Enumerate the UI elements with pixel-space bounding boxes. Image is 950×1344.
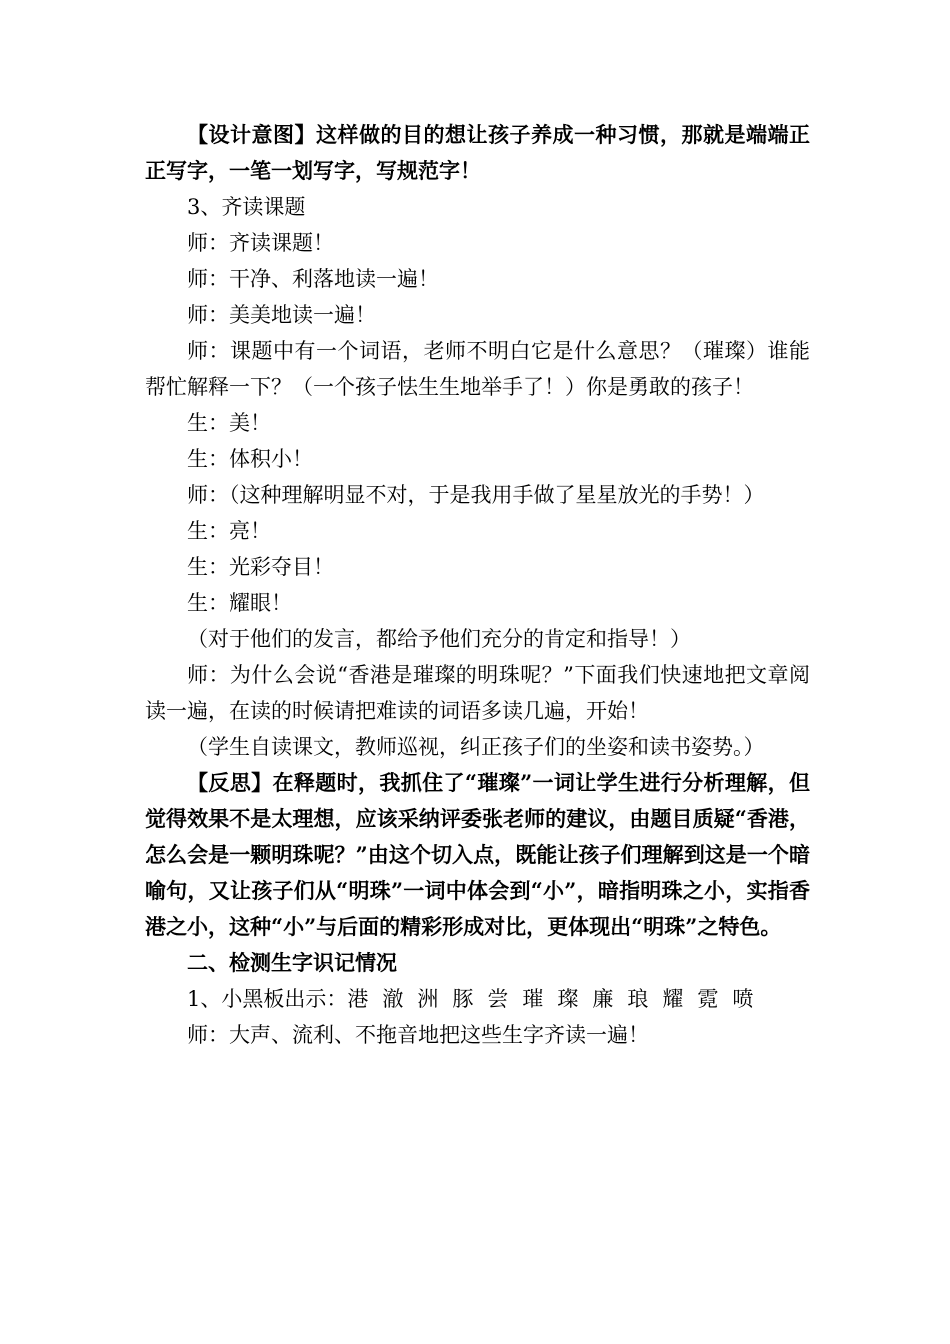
character: 喷: [732, 987, 754, 1011]
blackboard-label: 1、小黑板出示：: [187, 987, 348, 1011]
reflection-paragraph: [145, 765, 810, 945]
character-list: [347, 987, 767, 1011]
reflection-text: 在释题时，我抓住了“璀璨”一词让学生进行分析理解，但觉得效果不是太理想，应该采纳评委张老师的建议，由题目质疑“香港，怎么会是一颗明珠呢？”由这个切入点，既能让孩子们理解到这是一个暗喻句，又让孩子们从“明珠”一词中体会到“小”，暗指明珠之小，实指香港之小，这种“小”与后面的精彩形成对比，更体现出“明珠”之特色。: [145, 770, 811, 939]
note-line: （对于他们的发言，都给予他们充分的肯定和指导！）: [187, 627, 691, 651]
character: 霓: [697, 987, 719, 1011]
design-intent-label: 【设计意图】: [187, 122, 316, 147]
step-3-heading: 3、齐读课题: [187, 195, 306, 219]
dialogue-line: 师：为什么会说“香港是璀璨的明珠呢？”下面我们快速地把文章阅读一遍，在读的时候请把难读的词语多读几遍，开始！: [145, 663, 810, 723]
dialogue-line: 师：干净、利落地读一遍！: [187, 267, 439, 291]
dialogue-line: 生：耀眼！: [187, 591, 292, 615]
dialogue-line: 生：体积小！: [187, 447, 313, 471]
dialogue-line: 师：（这种理解明显不对，于是我用手做了星星放光的手势！）: [187, 483, 765, 507]
dialogue-line: 师：课题中有一个词语，老师不明白它是什么意思？（璀璨）谁能帮忙解释一下？（一个孩子怯生生地举手了！）你是勇敢的孩子！: [145, 339, 810, 399]
character: 璨: [557, 987, 579, 1011]
design-intent-paragraph: [145, 117, 810, 189]
dialogue-line: 生：美！: [187, 411, 271, 435]
section-2-heading: 二、检测生字识记情况: [187, 950, 397, 975]
note-line: （学生自读课文，教师巡视，纠正孩子们的坐姿和读书姿势。）: [187, 735, 765, 759]
character: 廉: [592, 987, 614, 1011]
blackboard-line: [145, 981, 810, 1017]
design-intent-text: 这样做的目的想让孩子养成一种习惯，那就是端端正正写字，一笔一划写字，写规范字！: [145, 122, 810, 183]
character: 璀: [522, 987, 544, 1011]
character: 尝: [487, 987, 509, 1011]
character: 澈: [382, 987, 404, 1011]
dialogue-line: 生：亮！: [187, 519, 271, 543]
dialogue-line: 师：大声、流利、不拖音地把这些生字齐读一遍！: [187, 1023, 649, 1047]
dialogue-line: 师：美美地读一遍！: [187, 303, 376, 327]
character: 豚: [452, 987, 474, 1011]
dialogue-line: 师：齐读课题！: [187, 231, 334, 255]
character: 琅: [627, 987, 649, 1011]
dialogue-line: 生：光彩夺目！: [187, 555, 334, 579]
character: 洲: [417, 987, 439, 1011]
document-page: [145, 117, 810, 1053]
character: 耀: [662, 987, 684, 1011]
reflection-label: 【反思】: [187, 770, 273, 795]
character: 港: [347, 987, 369, 1011]
